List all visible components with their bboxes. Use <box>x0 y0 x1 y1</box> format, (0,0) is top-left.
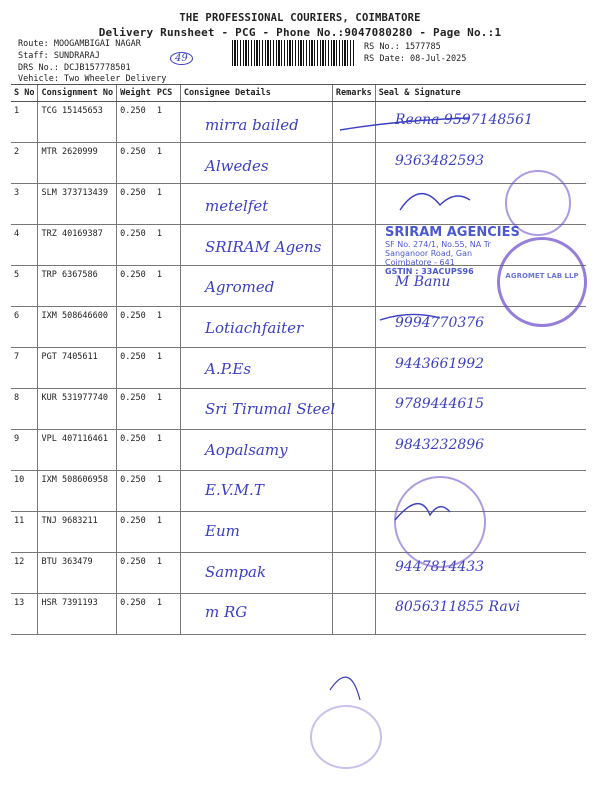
cell-consignment: HSR 7391193 <box>38 594 117 635</box>
sriram-stamp-line3: Coimbatore - 641 <box>385 258 455 267</box>
cell-sno: 1 <box>11 102 38 143</box>
cell-consignment: VPL 407116461 <box>38 430 117 471</box>
header-weight: Weight <box>117 85 154 102</box>
header-seal: Seal & Signature <box>375 85 586 102</box>
cell-consignment: SLM 373713439 <box>38 184 117 225</box>
handwritten-consignee: Sampak <box>205 562 267 581</box>
cell-weight: 0.250 <box>117 553 154 594</box>
cell-pcs: 1 <box>154 266 181 307</box>
cell-weight: 0.250 <box>117 594 154 635</box>
handwritten-signature: 9843232896 <box>395 436 485 453</box>
cell-sno: 12 <box>11 553 38 594</box>
vehicle-text: Vehicle: Two Wheeler Delivery <box>18 74 167 84</box>
handwritten-consignee: Eum <box>205 522 240 540</box>
header-pcs: PCS <box>154 85 181 102</box>
cell-sno: 3 <box>11 184 38 225</box>
handwritten-signature: 8056311855 Ravi <box>395 599 521 616</box>
header-consignment: Consignment No <box>38 85 117 102</box>
handwritten-signature: 9363482593 <box>395 152 485 169</box>
rs-number: RS No.: 1577785 <box>364 42 441 52</box>
cell-consignment: IXM 508606958 <box>38 471 117 512</box>
cell-weight: 0.250 <box>117 471 154 512</box>
cell-sno: 4 <box>11 225 38 266</box>
handwritten-signature: M Banu <box>395 274 451 291</box>
cell-consignment: PGT 7405611 <box>38 348 117 389</box>
cell-sno: 8 <box>11 389 38 430</box>
cell-pcs: 1 <box>154 594 181 635</box>
cell-pcs: 1 <box>154 225 181 266</box>
cell-consignment: TRP 6367586 <box>38 266 117 307</box>
handwritten-signature: Reena 9597148561 <box>395 112 533 128</box>
handwritten-consignee: A.P.Es <box>205 359 252 378</box>
cell-sno: 7 <box>11 348 38 389</box>
cell-pcs: 1 <box>154 102 181 143</box>
staff-text: Staff: SUNDRARAJ <box>18 51 100 61</box>
handwritten-consignee: E.V.M.T <box>205 481 264 500</box>
cell-pcs: 1 <box>154 143 181 184</box>
cell-weight: 0.250 <box>117 102 154 143</box>
handwritten-consignee: Aopalsamy <box>205 440 288 459</box>
cell-pcs: 1 <box>154 307 181 348</box>
cell-sno: 11 <box>11 512 38 553</box>
circled-count: 49 <box>170 52 193 65</box>
drs-number: DRS No.: DCJB157778501 <box>18 63 131 73</box>
handwritten-signature: 9443661992 <box>395 355 485 372</box>
cell-consignment: IXM 508646600 <box>38 307 117 348</box>
cell-sno: 9 <box>11 430 38 471</box>
handwritten-signature: 9789444615 <box>395 396 485 413</box>
cell-weight: 0.250 <box>117 266 154 307</box>
cell-weight: 0.250 <box>117 389 154 430</box>
handwritten-consignee: SRIRAM Agens <box>205 237 322 256</box>
cell-sno: 10 <box>11 471 38 512</box>
cell-sno: 2 <box>11 143 38 184</box>
sriram-stamp-line1: SF No. 274/1, No.55, NA Tr <box>385 240 491 249</box>
cell-weight: 0.250 <box>117 143 154 184</box>
handwritten-signature: 9994770376 <box>395 315 485 331</box>
header-sno: S No <box>11 85 38 102</box>
rs-date: RS Date: 08-Jul-2025 <box>364 54 467 64</box>
cell-pcs: 1 <box>154 430 181 471</box>
cell-pcs: 1 <box>154 512 181 553</box>
cell-pcs: 1 <box>154 553 181 594</box>
header-remarks: Remarks <box>332 85 375 102</box>
handwritten-consignee: Sri Tirumal Steel <box>205 400 336 419</box>
sriram-stamp-gstin: GSTIN : 33ACUPS96 <box>385 267 474 276</box>
cell-consignment: MTR 2620999 <box>38 143 117 184</box>
cell-weight: 0.250 <box>117 430 154 471</box>
cell-weight: 0.250 <box>117 348 154 389</box>
handwritten-consignee: metelfet <box>205 197 269 216</box>
cell-weight: 0.250 <box>117 184 154 225</box>
agromet-stamp-text: AGROMET LAB LLP <box>505 272 579 280</box>
handwritten-consignee: Lotiachfaiter <box>205 319 304 337</box>
header-consignee: Consignee Details <box>180 85 332 102</box>
cell-pcs: 1 <box>154 389 181 430</box>
cell-pcs: 1 <box>154 184 181 225</box>
cell-weight: 0.250 <box>117 225 154 266</box>
handwritten-consignee: Alwedes <box>205 156 269 175</box>
cell-weight: 0.250 <box>117 512 154 553</box>
handwritten-consignee: mirra bailed <box>205 116 299 134</box>
handwritten-consignee: m RG <box>205 603 248 622</box>
cell-consignment: KUR 531977740 <box>38 389 117 430</box>
handwritten-signature: 9447814433 <box>395 558 485 575</box>
cell-sno: 13 <box>11 594 38 635</box>
cell-sno: 5 <box>11 266 38 307</box>
runsheet-subtitle: Delivery Runsheet - PCG - Phone No.:9047080280 - Page No.:1 <box>98 26 502 39</box>
cell-consignment: TRZ 40169387 <box>38 225 117 266</box>
handwritten-consignee: Agromed <box>205 278 275 297</box>
route-text: Route: MOOGAMBIGAI NAGAR <box>18 39 141 49</box>
cell-consignment: TCG 15145653 <box>38 102 117 143</box>
company-title: THE PROFESSIONAL COURIERS, COIMBATORE <box>179 12 421 24</box>
cell-sno: 6 <box>11 307 38 348</box>
cell-pcs: 1 <box>154 471 181 512</box>
cell-consignment: BTU 363479 <box>38 553 117 594</box>
sriram-stamp-name: SRIRAM AGENCIES <box>385 225 520 240</box>
sriram-stamp-line2: Sanganoor Road, Gan <box>385 249 473 258</box>
cell-pcs: 1 <box>154 348 181 389</box>
cell-weight: 0.250 <box>117 307 154 348</box>
cell-consignment: TNJ 9683211 <box>38 512 117 553</box>
